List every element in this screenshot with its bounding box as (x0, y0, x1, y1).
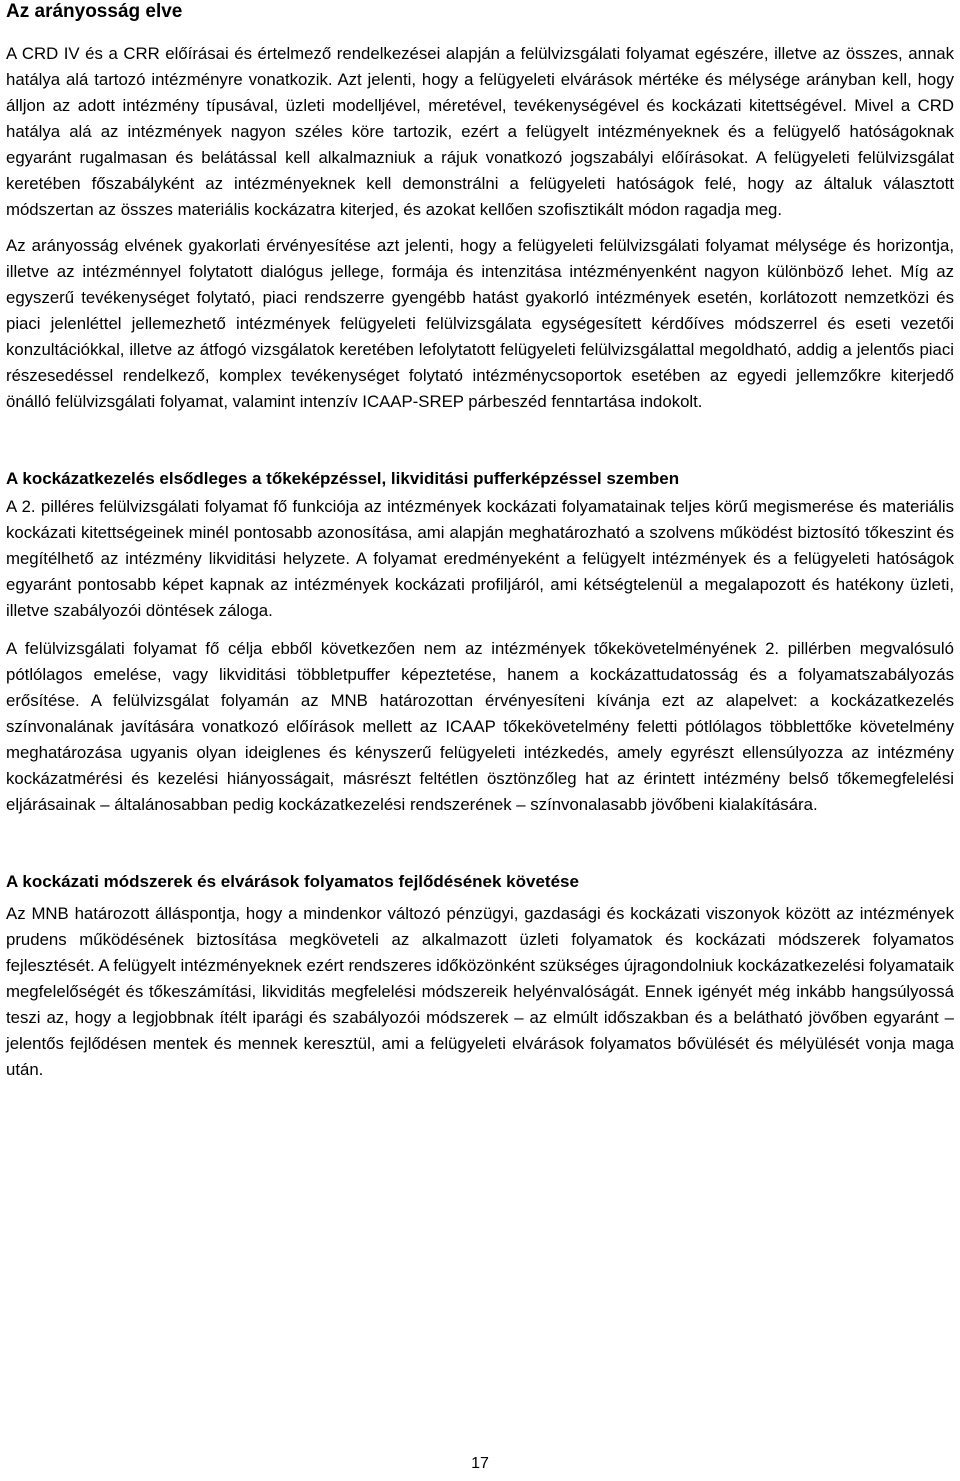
section-heading-risk-methods: A kockázati módszerek és elvárások folyamatos fejlődésének követése (6, 872, 579, 891)
paragraph: Az MNB határozott álláspontja, hogy a mindenkor változó pénzügyi, gazdasági és kockázati viszonyok között az intézmények prudens működésének biztosítása megköveteli az alkalmazott üzleti folyamatok és kockázati módszerek folyamatos fejlesztését. A felügyelt intézményeknek ezért rendszeres időközönként szükséges újragondolniuk kockázatkezelési folyamataik megfelelőségét és tőkeszámítási, likviditás megfelelési módszereik helyénvalóságát. Ennek igényét még inkább hangsúlyossá teszi az, hogy a legjobbnak ítélt iparági és szabályozói módszerek – az elmúlt időszakban és a belátható jövőben egyaránt – jelentős fejlődésen mentek és mennek keresztül, ami a felügyeleti elvárások folyamatos bővülését és mélyülését vonja maga után. (6, 904, 954, 1079)
paragraph: A 2. pilléres felülvizsgálati folyamat fő funkciója az intézmények kockázati folyamatainak teljes körű megismerése és materiális kockázati kitettségeinek minél pontosabb azonosítása, ami alapján meghatározható a szolvens működést biztosító tőkeszint és megítélhető az intézmény likviditási helyzete. A folyamat eredményeként a felügyelt intézmények és a felügyeleti hatóságok egyaránt pontosabb képet kapnak az intézmények kockázati profiljáról, ami kétségtelenül a megalapozott és hatékony üzleti, illetve szabályozói döntések záloga. (6, 497, 954, 620)
document-page (6, 0, 954, 1083)
section-heading-proportionality: Az arányosság elve (6, 1, 183, 22)
paragraph: Az arányosság elvének gyakorlati érvényesítése azt jelenti, hogy a felügyeleti felülvizsgálati folyamat mélysége és horizontja, illetve az intézménnyel folytatott dialógus jellege, formája és intenzitása intézményenként nagyon különböző lehet. Míg az egyszerű tevékenységet folytató, piaci rendszerre gyengébb hatást gyakorló intézmények esetén, korlátozott nemzetközi és piaci jelenléttel jellemezhető intézmények felügyeleti felülvizsgálata egységesített kérdőíves módszerrel és eseti vezetői konzultációkkal, illetve az átfogó vizsgálatok keretében lefolytatott felügyeleti felülvizsgálattal megoldható, addig a jelentős piaci részesedéssel rendelkező, komplex tevékenységet folytató intézménycsoportok esetében az egyedi jellemzőkre kiterjedő önálló felülvizsgálati folyamat, valamint intenzív ICAAP-SREP párbeszéd fenntartása indokolt. (6, 236, 954, 411)
page-number: 17 (471, 1455, 489, 1472)
paragraph: A felülvizsgálati folyamat fő célja ebből következően nem az intézmények tőkekövetelményének 2. pillérben megvalósuló pótlólagos emelése, vagy likviditási többletpuffer képeztetése, hanem a kockázattudatosság és a folyamatszabályozás erősítése. A felülvizsgálat folyamán az MNB határozottan érvényesíteni kívánja ezt az alapelvet: a kockázatkezelés színvonalának javítására vonatkozó előírások mellett az ICAAP tőkekövetelmény feletti pótlólagos többlettőke követelmény meghatározása ugyanis olyan ideiglenes és kényszerű felügyeleti intézkedés, amely egyrészt ellensúlyozza az intézmény kockázatmérési és kezelési hiányosságait, másrészt feltétlen ösztönzőleg hat az érintett intézmény belső tőkemegfelelési eljárásainak – általánosabban pedig kockázatkezelési rendszerének – színvonalasabb jövőbeni kialakítására. (6, 639, 954, 814)
section-heading-risk-management: A kockázatkezelés elsődleges a tőkeképzéssel, likviditási pufferképzéssel szemben (6, 469, 680, 488)
paragraph: A CRD IV és a CRR előírásai és értelmező rendelkezései alapján a felülvizsgálati folyamat egészére, illetve az összes, annak hatálya alá tartozó intézményre vonatkozik. Azt jelenti, hogy a felügyeleti elvárások mértéke és mélysége arányban kell, hogy álljon az adott intézmény típusával, üzleti modelljével, méretével, tevékenységével és kockázati kitettségével. Mivel a CRD hatálya alá az intézmények nagyon széles köre tartozik, ezért a felügyelt intézményeknek és a felügyelő hatóságoknak egyaránt rugalmasan és belátással kell alkalmazniuk a rájuk vonatkozó jogszabályi előírásokat. A felügyeleti felülvizsgálat keretében főszabályként az intézményeknek kell demonstrálni a felügyeleti hatóságok felé, hogy az általuk választott módszertan az összes materiális kockázatra kiterjed, és azokat kellően szofisztikált módon ragadja meg. (6, 44, 954, 219)
